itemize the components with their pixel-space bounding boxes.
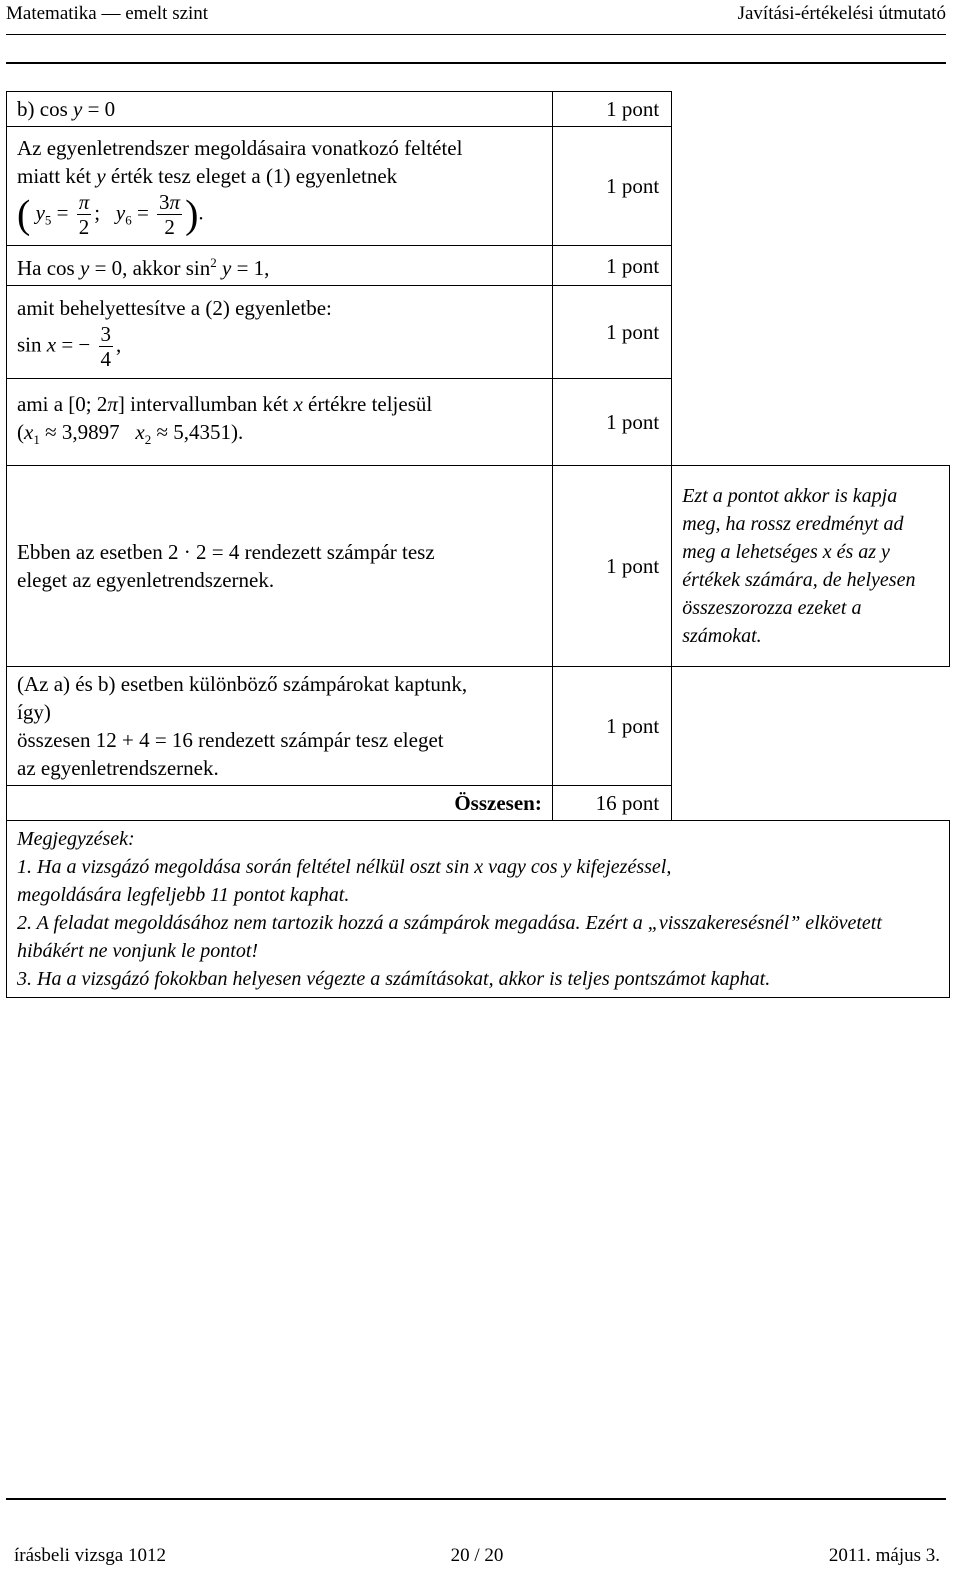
- note-1a: 1. Ha a vizsgázó megoldása során feltétel nélkül oszt sin x vagy cos y kifejezéssel,: [17, 856, 672, 878]
- notes-row: [7, 821, 950, 998]
- solution-cell: b) cos y = 0: [7, 92, 553, 127]
- page-header: [6, 0, 946, 34]
- footer-exam: írásbeli vizsga 1012: [14, 1545, 166, 1566]
- header-title: Matematika — emelt szint: [6, 3, 209, 24]
- points-cell: 1 pont: [552, 246, 671, 286]
- notes-title: Megjegyzések:: [17, 828, 135, 850]
- table-row: [7, 92, 950, 127]
- note-1b: megoldására legfeljebb 11 pontot kaphat.: [17, 884, 350, 906]
- footer-page: 20 / 20: [450, 1545, 504, 1566]
- comment-cell: [672, 246, 950, 286]
- solution-cell: (Az a) és b) esetben különböző számpárokat kaptunk, így) összesen 12 + 4 = 16 rendezett számpár tesz eleget az egyenletrendszernek.: [7, 667, 553, 786]
- comment-cell: [672, 92, 950, 127]
- points-cell: 1 pont: [552, 379, 671, 466]
- solution-cell: ami a [0; 2π] intervallumban két x értékre teljesül ($x_1 \approx 3,9897$ $x_2 \approx 5,4351$).: [7, 379, 553, 466]
- header-divider-thick: [6, 62, 946, 64]
- note-2: 2. A feladat megoldásához nem tartozik hozzá a számpárok megadása. Ezért a „visszakeresésnél” elkövetett hibákért ne vonjunk le pontot!: [17, 912, 882, 962]
- table-row: [7, 466, 950, 667]
- table-row: [7, 286, 950, 379]
- solution-cell: Ebben az esetben 2 · 2 = 4 rendezett számpár tesz eleget az egyenletrendszernek.: [7, 466, 553, 667]
- table-row: [7, 127, 950, 246]
- total-row: [7, 786, 950, 821]
- table-row: [7, 246, 950, 286]
- scoring-table: [6, 91, 950, 998]
- comment-cell: [672, 286, 950, 379]
- total-label: Összesen:: [7, 786, 553, 821]
- comment-cell: [672, 379, 950, 466]
- solution-cell: Az egyenletrendszer megoldásaira vonatkozó feltétel miatt két y érték tesz eleget a (1) egyenletnek ( $y_5$ = $\frac{\pi}{2}$ ; $y_6$ = $\frac{3\pi}{2}$ ).: [7, 127, 553, 246]
- table-row: [7, 379, 950, 466]
- note-3: 3. Ha a vizsgázó fokokban helyesen végezte a számításokat, akkor is teljes pontszámot kaphat.: [17, 968, 771, 990]
- points-cell: 1 pont: [552, 667, 671, 786]
- points-cell: 1 pont: [552, 286, 671, 379]
- points-cell: 1 pont: [552, 127, 671, 246]
- solution-cell: amit behelyettesítve a (2) egyenletbe: sin x = − $\frac{3}{4}$ ,: [7, 286, 553, 379]
- footer-date: 2011. május 3.: [828, 1545, 940, 1566]
- solution-cell: Ha cos y = 0, akkor $\sin^2 y = 1$,: [7, 246, 553, 286]
- comment-cell: [672, 667, 950, 786]
- points-cell: 1 pont: [552, 466, 671, 667]
- notes-cell: [7, 821, 950, 998]
- header-subtitle: Javítási-értékelési útmutató: [737, 3, 946, 24]
- total-points: 16 pont: [552, 786, 671, 821]
- footer-divider: [6, 1498, 946, 1500]
- points-cell: 1 pont: [552, 92, 671, 127]
- comment-cell: [672, 127, 950, 246]
- table-row: [7, 667, 950, 786]
- comment-cell: [672, 786, 950, 821]
- comment-cell: Ezt a pontot akkor is kapja meg, ha rossz eredményt ad meg a lehetséges x és az y értékek számára, de helyesen összeszorozza ezeket a számokat.: [672, 466, 950, 667]
- header-divider: [6, 34, 946, 35]
